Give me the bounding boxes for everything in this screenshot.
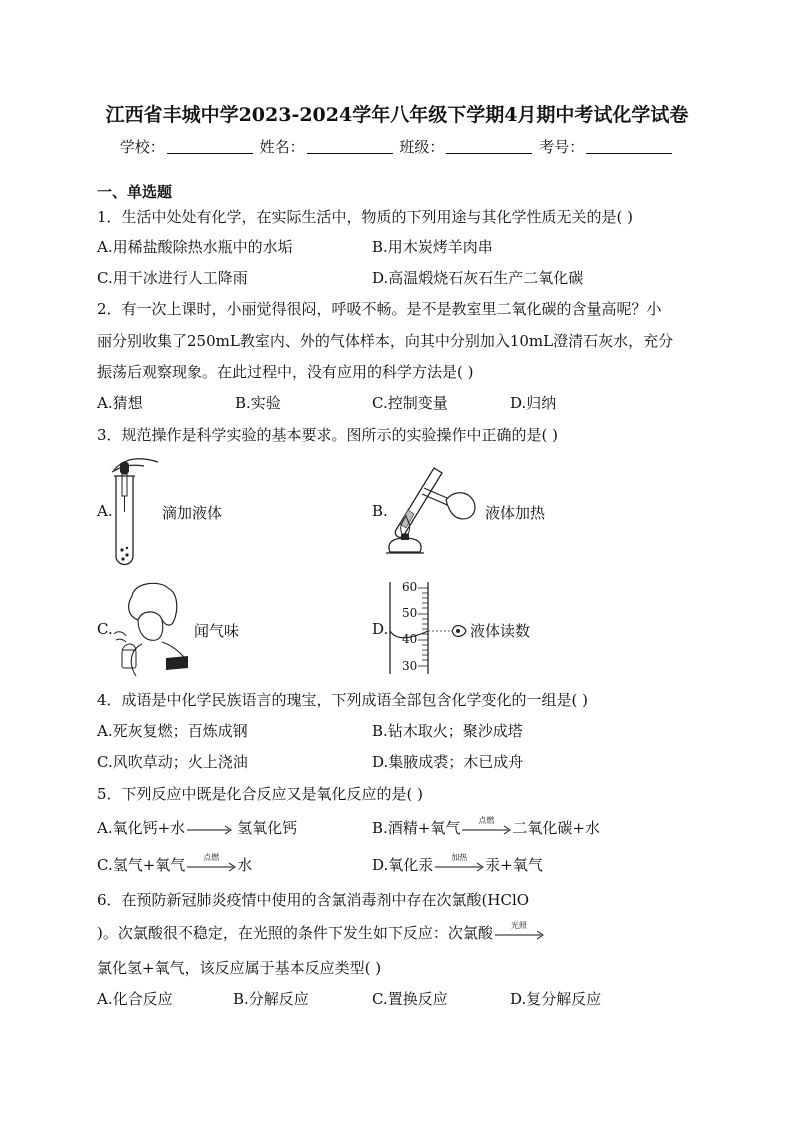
q5-d-reactants: D.氧化汞 bbox=[372, 856, 434, 874]
reaction-arrow-icon bbox=[460, 816, 512, 836]
q6-condition: 光照 bbox=[510, 921, 527, 930]
q4-stem: 4．成语是中化学民族语言的瑰宝，下列成语全部包含化学变化的一组是( ) bbox=[97, 691, 589, 709]
q1-option-d: D.高温煅烧石灰石生产二氧化碳 bbox=[372, 269, 584, 287]
q4-option-b: B.钻木取火；聚沙成塔 bbox=[372, 722, 523, 740]
q3-option-b-label: 液体加热 bbox=[485, 504, 546, 522]
reaction-arrow-icon bbox=[433, 853, 485, 873]
q3-option-b-letter: B. bbox=[372, 502, 388, 520]
q3-option-c-letter: C. bbox=[97, 620, 113, 638]
tick-label-50: 50 bbox=[402, 606, 418, 620]
q6-option-c: C.置换反应 bbox=[372, 990, 448, 1008]
number-blank[interactable] bbox=[586, 139, 672, 154]
q1-option-a: A.用稀盐酸除热水瓶中的水垢 bbox=[97, 238, 293, 256]
q1-option-c: C.用干冰进行人工降雨 bbox=[97, 269, 248, 287]
q5-option-b bbox=[372, 817, 600, 838]
q5-c-products: 水 bbox=[237, 856, 253, 874]
q3-option-c-label: 闻气味 bbox=[194, 622, 240, 640]
reaction-arrow-icon bbox=[185, 822, 237, 836]
q3-option-d-letter: D. bbox=[372, 620, 389, 638]
q5-c-reactants: C.氢气+氧气 bbox=[97, 856, 186, 874]
q5-d-products: 汞+氧气 bbox=[485, 856, 543, 874]
q2-option-b: B.实验 bbox=[235, 394, 281, 412]
reaction-arrow-icon bbox=[493, 921, 545, 941]
q5-option-a bbox=[97, 817, 297, 838]
q5-b-reactants: B.酒精+氧气 bbox=[372, 819, 461, 837]
q6-stem-line1: 6．在预防新冠肺炎疫情中使用的含氯消毒剂中存在次氯酸(HClO bbox=[97, 891, 530, 909]
q2-option-d: D.归纳 bbox=[510, 394, 557, 412]
q6-option-a: A.化合反应 bbox=[97, 990, 173, 1008]
q4-option-c: C.风吹草动；火上浇油 bbox=[97, 753, 248, 771]
q1-option-b: B.用木炭烤羊肉串 bbox=[372, 238, 493, 256]
tick-label-60: 60 bbox=[402, 580, 418, 594]
q2-option-c: C.控制变量 bbox=[372, 394, 448, 412]
q5-d-condition: 加热 bbox=[451, 853, 468, 862]
q3-option-a-label: 滴加液体 bbox=[162, 504, 223, 522]
q6-stem-line2 bbox=[97, 922, 545, 943]
q5-a-products: 氢氧化钙 bbox=[237, 819, 298, 837]
q5-b-condition: 点燃 bbox=[478, 816, 495, 825]
tick-label-40: 40 bbox=[402, 632, 418, 646]
q4-option-a: A.死灰复燃；百炼成钢 bbox=[97, 722, 248, 740]
q5-a-reactants: A.氧化钙+水 bbox=[97, 819, 186, 837]
q2-stem-line1: 2．有一次上课时，小丽觉得很闷，呼吸不畅。是不是教室里二氧化碳的含量高呢？小 bbox=[97, 300, 662, 318]
number-label: 考号： bbox=[539, 138, 585, 156]
cylinder-reading-figure bbox=[386, 578, 470, 676]
class-blank[interactable] bbox=[446, 139, 532, 154]
q5-stem: 5．下列反应中既是化合反应又是氧化反应的是( ) bbox=[97, 785, 424, 803]
page-title: 江西省丰城中学2023-2024学年八年级下学期4月期中考试化学试卷 bbox=[105, 104, 689, 126]
q6-line2-text: )。次氯酸很不稳定，在光照的条件下发生如下反应：次氯酸 bbox=[97, 924, 493, 942]
q5-option-c bbox=[97, 854, 252, 875]
school-blank[interactable] bbox=[167, 139, 253, 154]
name-label: 姓名： bbox=[259, 138, 305, 156]
liquid-heating-figure bbox=[382, 460, 482, 558]
q2-stem-line2: 丽分别收集了250mL教室内、外的气体样本，向其中分别加入10mL澄清石灰水，充分 bbox=[97, 332, 674, 350]
q1-stem: 1．生活中处处有化学，在实际生活中，物质的下列用途与其化学性质无关的是( ) bbox=[97, 208, 634, 226]
q3-option-d-label: 液体读数 bbox=[470, 622, 531, 640]
dropper-test-tube-figure bbox=[110, 452, 162, 570]
section-heading: 一、单选题 bbox=[97, 183, 173, 201]
q5-c-condition: 点燃 bbox=[203, 853, 220, 862]
school-label: 学校： bbox=[119, 138, 165, 156]
smelling-gas-figure bbox=[108, 580, 192, 678]
q3-option-a-letter: A. bbox=[97, 502, 113, 520]
q2-stem-line3: 振荡后观察现象。在此过程中，没有应用的科学方法是( ) bbox=[97, 363, 474, 381]
q6-option-b: B.分解反应 bbox=[233, 990, 309, 1008]
student-info-line bbox=[0, 136, 794, 157]
class-label: 班级： bbox=[399, 138, 445, 156]
name-blank[interactable] bbox=[307, 139, 393, 154]
q3-stem: 3．规范操作是科学实验的基本要求。图所示的实验操作中正确的是( ) bbox=[97, 426, 559, 444]
q4-option-d: D.集腋成裘；木已成舟 bbox=[372, 753, 524, 771]
q5-b-products: 二氧化碳+水 bbox=[512, 819, 600, 837]
tick-label-30: 30 bbox=[402, 659, 418, 673]
q6-stem-line3: 氯化氢+氧气，该反应属于基本反应类型( ) bbox=[97, 959, 382, 977]
q6-option-d: D.复分解反应 bbox=[510, 990, 602, 1008]
q5-option-d bbox=[372, 854, 543, 875]
reaction-arrow-icon bbox=[185, 853, 237, 873]
q2-option-a: A.猜想 bbox=[97, 394, 143, 412]
